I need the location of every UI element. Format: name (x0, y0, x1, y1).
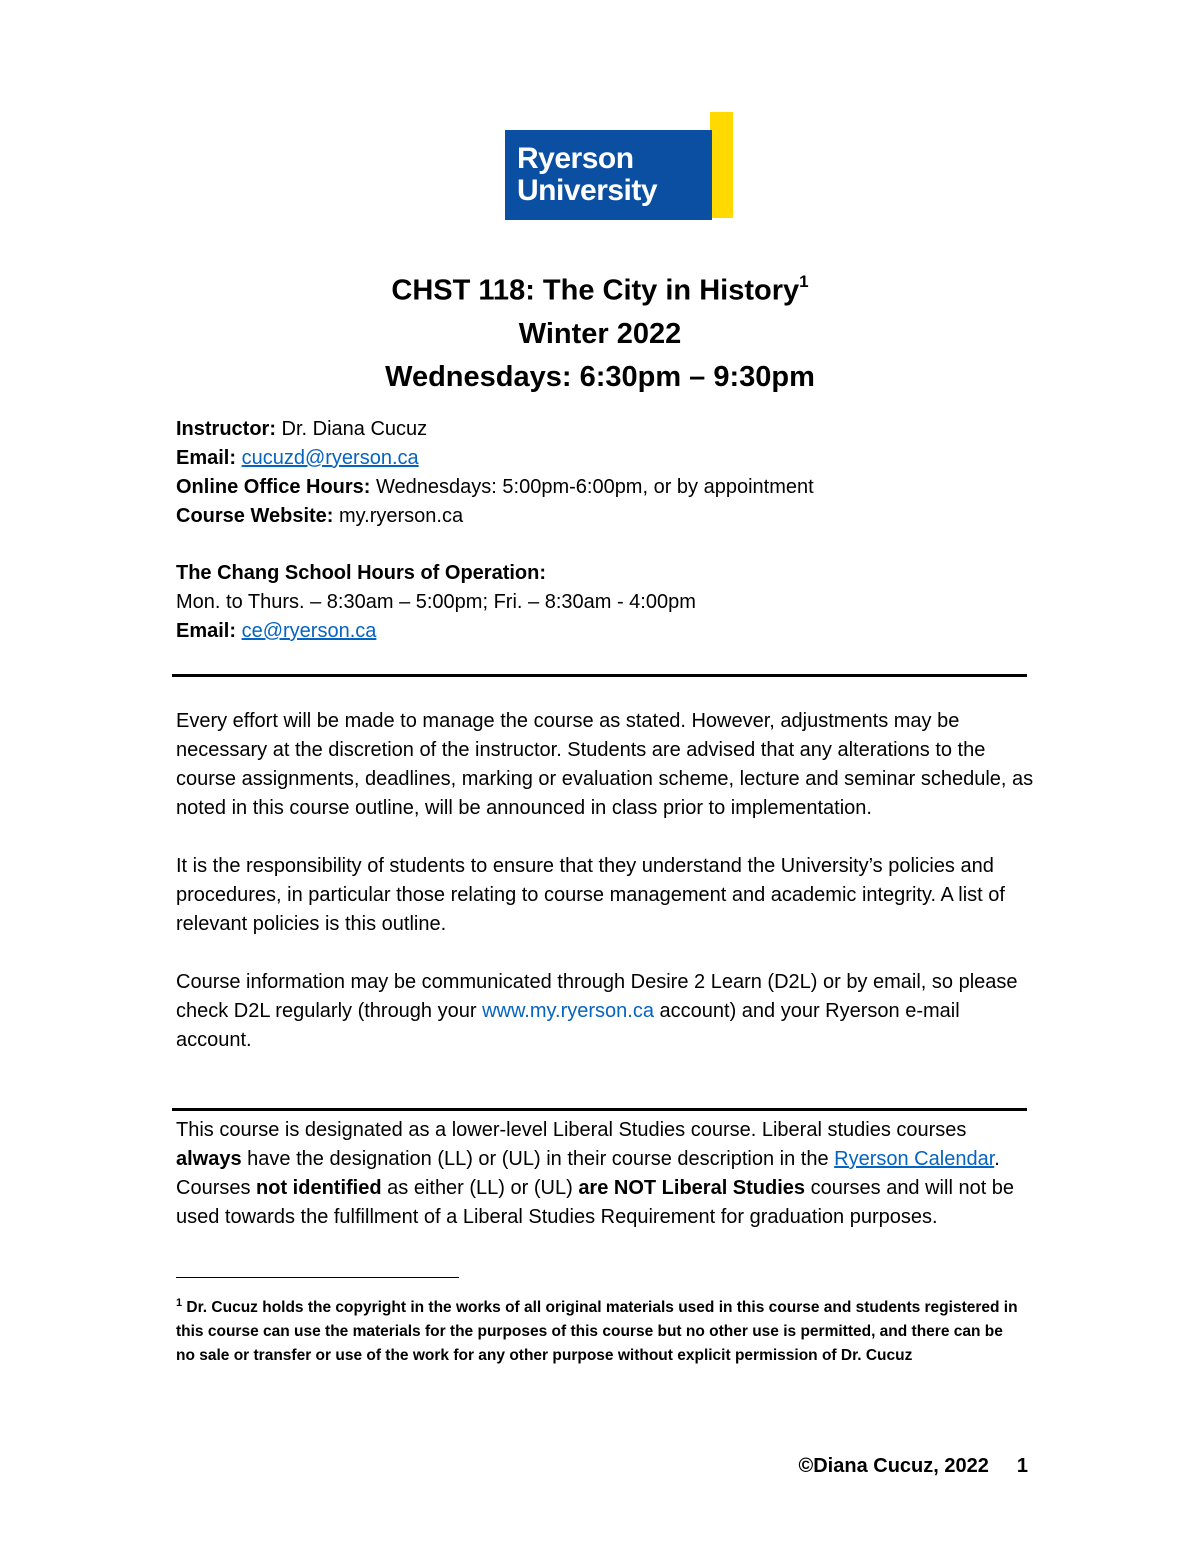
policy-paragraphs (176, 707, 1036, 1055)
logo-yellow-bar (710, 112, 733, 218)
instructor-email-line: Email: cucuzd@ryerson.ca (176, 447, 419, 469)
footnote: $^1$ Dr. Cucuz holds the copyright in the works of all original materials used in this course and students registered in this course can use the materials for the purposes of this course but no other use is permitted, and there can be no sale or transfer or use of the work for any other purpose without explicit permission of Dr. Cucuz (176, 1297, 1018, 1365)
chang-heading: The Chang School Hours of Operation: (176, 562, 546, 584)
ryerson-calendar-link[interactable]: Ryerson Calendar (834, 1148, 995, 1170)
liberal-studies-paragraph: This course is designated as a lower-level Liberal Studies course. Liberal studies courses always have the designation (LL) or (UL) in their course description in the Ryerson Calendar. Courses not identified as either (LL) or (UL) are NOT Liberal Studies courses and will not be used towards the fulfillment of a Liberal Studies Requirement for graduation purposes. (176, 1119, 1015, 1228)
course-term: Winter 2022 (518, 317, 682, 350)
title-block (0, 262, 1200, 399)
chang-email-line: Email: ce@ryerson.ca (176, 620, 377, 642)
section-divider-2 (172, 1108, 1027, 1111)
logo-word-2: University (517, 174, 658, 207)
office-hours-line: Online Office Hours: Wednesdays: 5:00pm-6:00pm, or by appointment (176, 476, 814, 498)
chang-email-link[interactable]: ce@ryerson.ca (241, 620, 377, 642)
instructor-info (176, 415, 1036, 531)
copyright-text: ©Diana Cucuz, 2022 (798, 1455, 989, 1477)
footnote-divider (176, 1277, 459, 1278)
my-ryerson-link[interactable]: www.my.ryerson.ca (482, 1000, 654, 1022)
paragraph-adjustments: Every effort will be made to manage the course as stated. However, adjustments may be necessary at the discretion of the instructor. Students are advised that any alterations to the course assignments, deadlines, marking or evaluation scheme, lecture and seminar schedule, as noted in this course outline, will be announced in class prior to implementation. (176, 710, 1034, 819)
course-schedule: Wednesdays: 6:30pm – 9:30pm (385, 360, 815, 393)
footnote-number: 1 (176, 1297, 183, 1309)
page-number: 1 (1016, 1455, 1028, 1477)
page-footer (799, 1455, 1029, 1478)
instructor-email-link[interactable]: cucuzd@ryerson.ca (241, 447, 419, 469)
ryerson-logo (505, 112, 730, 220)
paragraph-responsibility: It is the responsibility of students to ensure that they understand the University’s policies and procedures, in particular those relating to course management and academic integrity. A list of relevant policies is this outline. (176, 855, 1005, 935)
chang-school-info (176, 559, 1036, 646)
footnote-ref[interactable]: 1 (799, 272, 809, 291)
logo-word-1: Ryerson (517, 142, 634, 175)
section-divider-1 (172, 674, 1027, 677)
paragraph-d2l: Course information may be communicated through Desire 2 Learn (D2L) or by email, so please check D2L regularly (through your www.my.ryerson.ca account) and your Ryerson e-mail account. (176, 971, 1018, 1051)
chang-hours: Mon. to Thurs. – 8:30am – 5:00pm; Fri. – 8:30am - 4:00pm (176, 591, 696, 613)
course-title: CHST 118: The City in History$^1$ (391, 272, 809, 307)
liberal-studies-notice (176, 1116, 1036, 1232)
course-website-line: Course Website: my.ryerson.ca (176, 505, 464, 527)
instructor-line: Instructor: Dr. Diana Cucuz (176, 418, 428, 440)
